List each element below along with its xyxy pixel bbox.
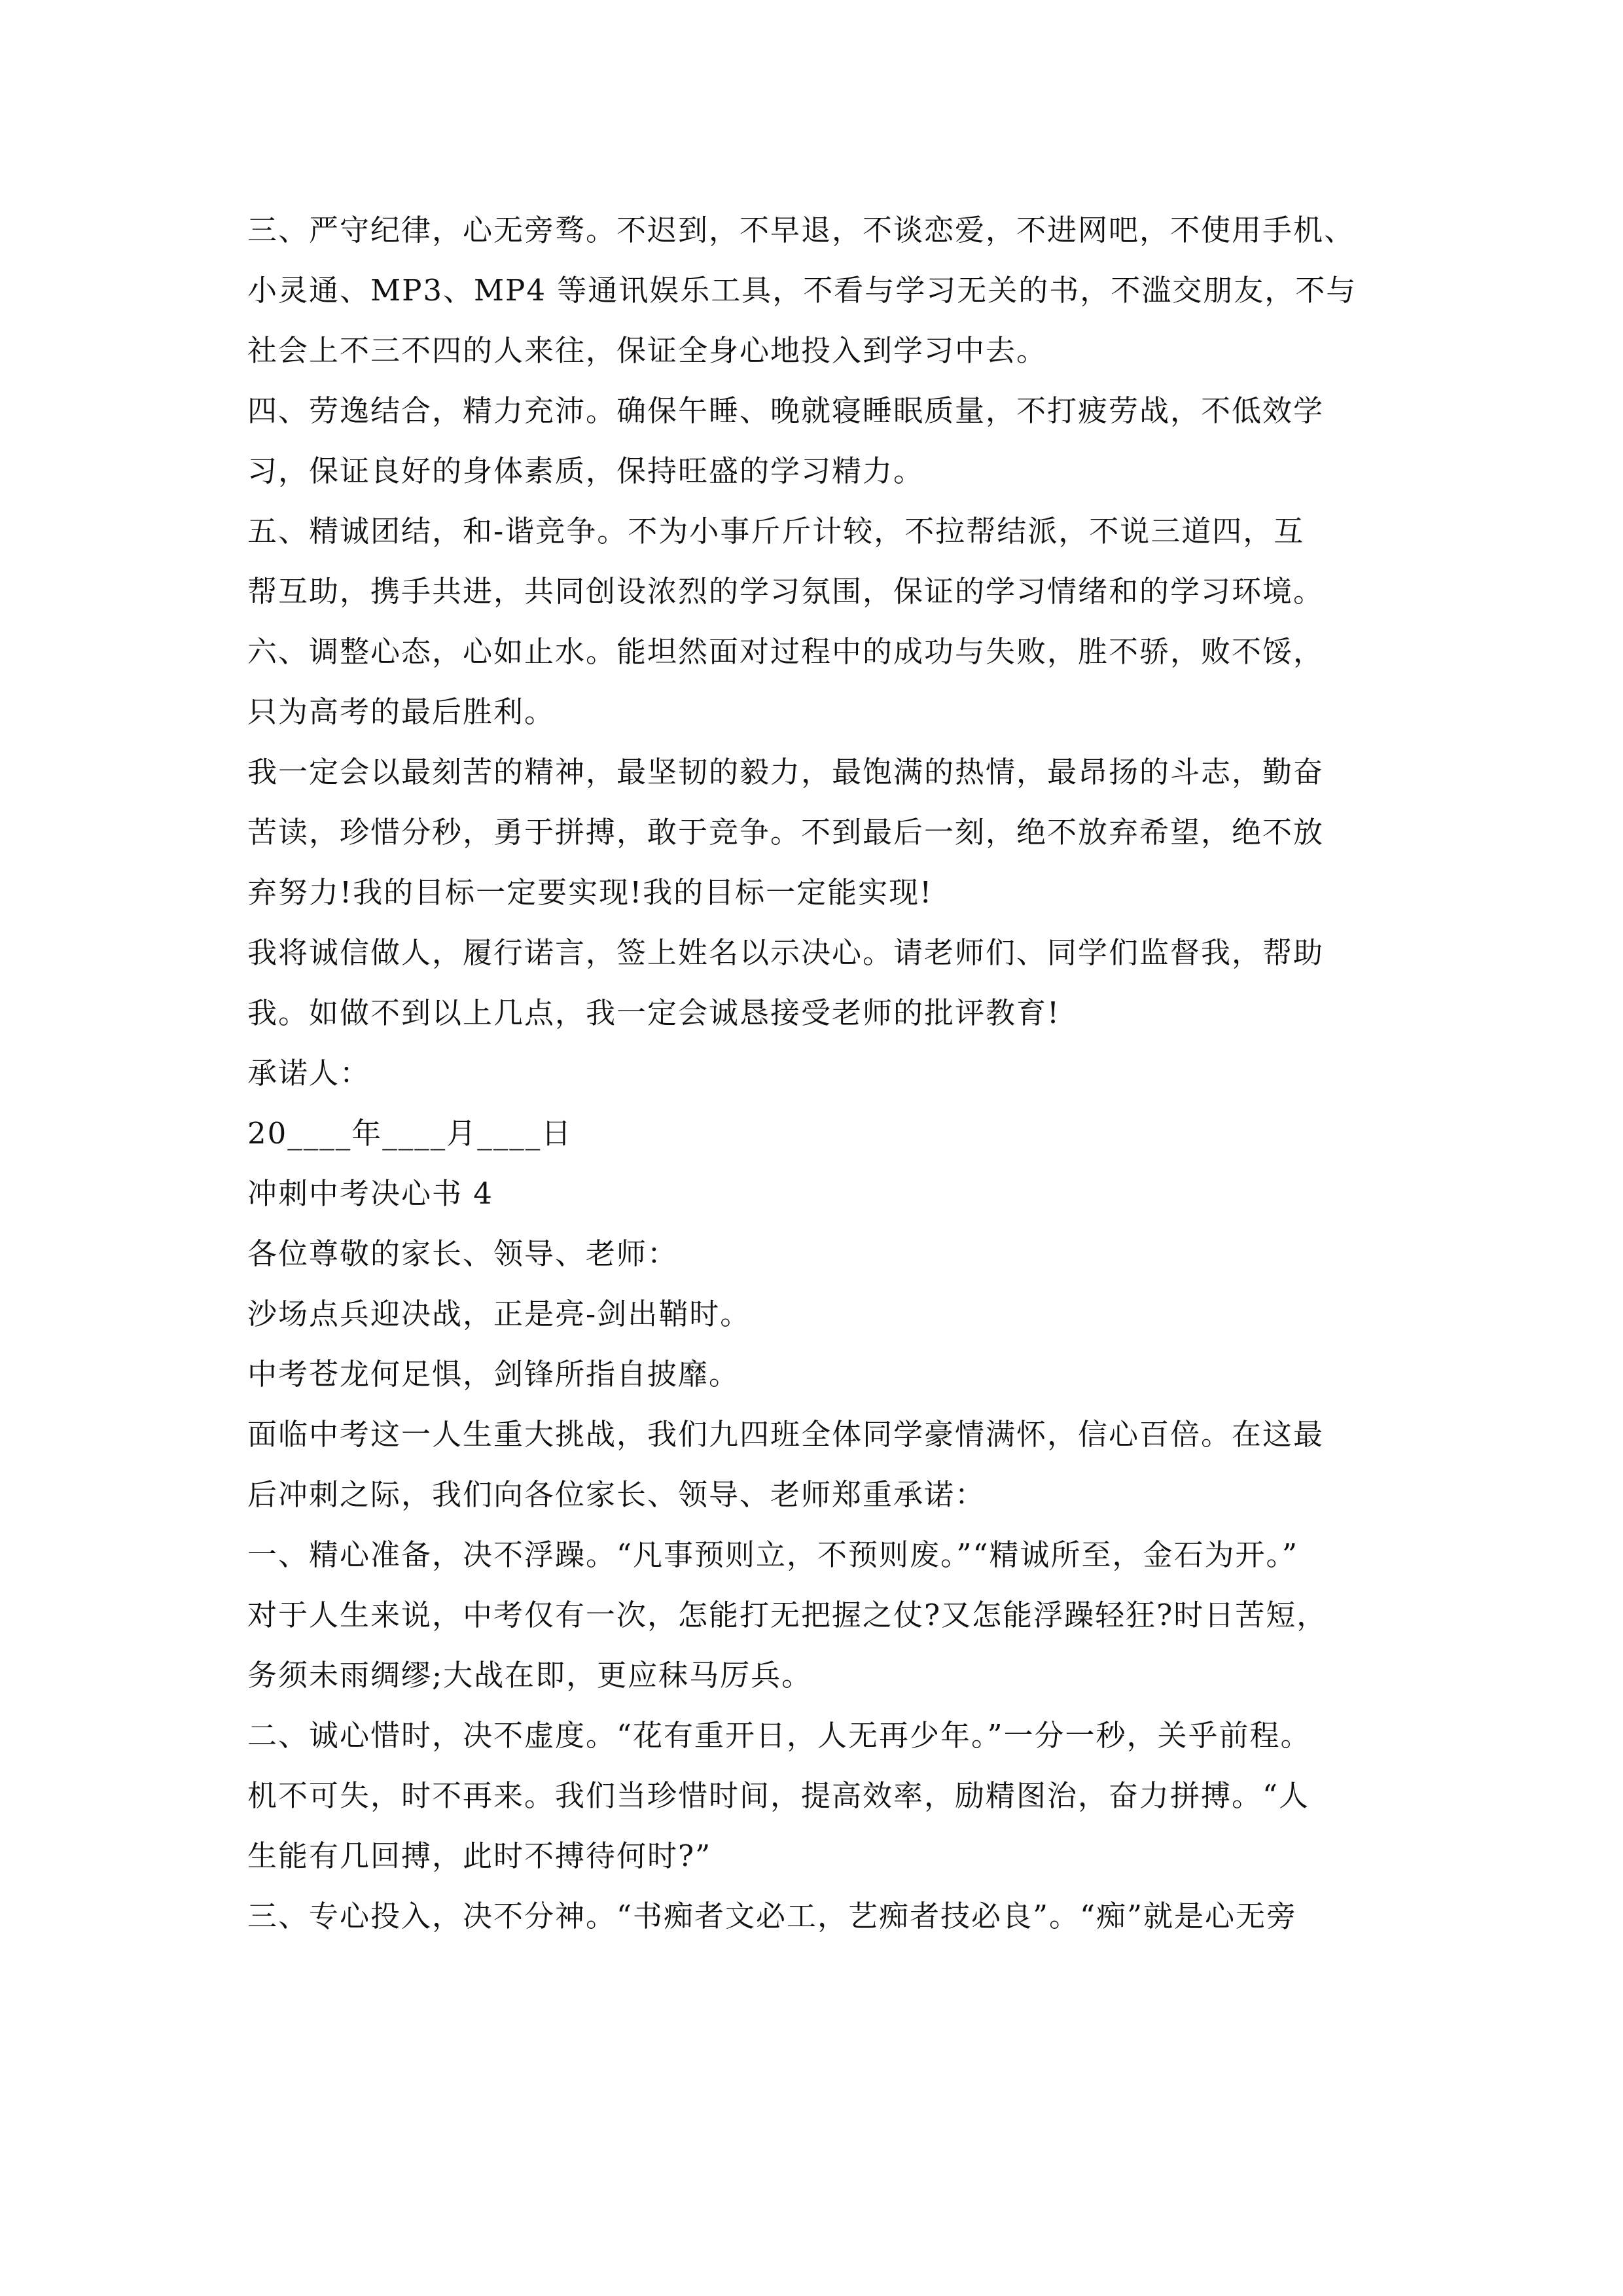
section-title: 冲刺中考决心书 4	[247, 1176, 493, 1211]
text-line: 后冲刺之际，我们向各位家长、领导、老师郑重承诺：	[247, 1477, 986, 1512]
text-line: 三、严守纪律，心无旁骛。不迟到，不早退，不谈恋爱，不进网吧，不使用手机、	[247, 213, 1355, 247]
text-line: 五、精诚团结，和-谐竞争。不为小事斤斤计较，不拉帮结派，不说三道四，互	[247, 514, 1305, 548]
text-line: 二、诚心惜时，决不虚度。“花有重开日，人无再少年。”一分一秒，关乎前程。	[247, 1718, 1311, 1753]
text-line: 苦读，珍惜分秒，勇于拼搏，敢于竞争。不到最后一刻，绝不放弃希望，绝不放	[247, 815, 1325, 850]
text-line: 机不可失，时不再来。我们当珍惜时间，提高效率，励精图治，奋力拼搏。“人	[247, 1778, 1310, 1813]
text-line: 帮互助，携手共进，共同创设浓烈的学习氛围，保证的学习情绪和的学习环境。	[247, 574, 1325, 609]
salutation: 各位尊敬的家长、领导、老师：	[247, 1236, 679, 1271]
text-line: 我一定会以最刻苦的精神，最坚韧的毅力，最饱满的热情，最昂扬的斗志，勤奋	[247, 755, 1325, 789]
date-line: 20____年____月____日	[247, 1116, 573, 1151]
text-line: 一、精心准备，决不浮躁。“凡事预则立，不预则废。”“精诚所至，金石为开。”	[247, 1537, 1299, 1572]
text-line: 四、劳逸结合，精力充沛。确保午睡、晚就寝睡眠质量，不打疲劳战，不低效学	[247, 393, 1325, 428]
text-line: 生能有几回搏，此时不搏待何时?”	[247, 1839, 712, 1873]
text-line: 弃努力!我的目标一定要实现!我的目标一定能实现!	[247, 875, 933, 910]
text-line: 对于人生来说，中考仅有一次，怎能打无把握之仗?又怎能浮躁轻狂?时日苦短，	[247, 1598, 1328, 1632]
text-line: 三、专心投入，决不分神。“书痴者文必工，艺痴者技必良”。“痴”就是心无旁	[247, 1899, 1298, 1933]
text-line: 我。如做不到以上几点，我一定会诚恳接受老师的批评教育!	[247, 996, 1061, 1030]
text-line: 沙场点兵迎决战，正是亮-剑出鞘时。	[247, 1297, 751, 1331]
text-line: 中考苍龙何足惧，剑锋所指自披靡。	[247, 1357, 740, 1391]
text-line: 小灵通、MP3、MP4 等通讯娱乐工具，不看与学习无关的书，不滥交朋友，不与	[247, 273, 1357, 308]
document-body	[247, 200, 1412, 1946]
text-line: 务须未雨绸缪;大战在即，更应秣马厉兵。	[247, 1658, 813, 1693]
text-line: 六、调整心态，心如止水。能坦然面对过程中的成功与失败，胜不骄，败不馁，	[247, 634, 1325, 669]
text-line: 社会上不三不四的人来往，保证全身心地投入到学习中去。	[247, 333, 1048, 368]
text-line: 只为高考的最后胜利。	[247, 694, 556, 729]
text-line: 我将诚信做人，履行诺言，签上姓名以示决心。请老师们、同学们监督我，帮助	[247, 935, 1325, 970]
text-line: 习，保证良好的身体素质，保持旺盛的学习精力。	[247, 454, 925, 488]
text-line: 面临中考这一人生重大挑战，我们九四班全体同学豪情满怀，信心百倍。在这最	[247, 1417, 1325, 1452]
signature-label: 承诺人：	[247, 1056, 371, 1090]
